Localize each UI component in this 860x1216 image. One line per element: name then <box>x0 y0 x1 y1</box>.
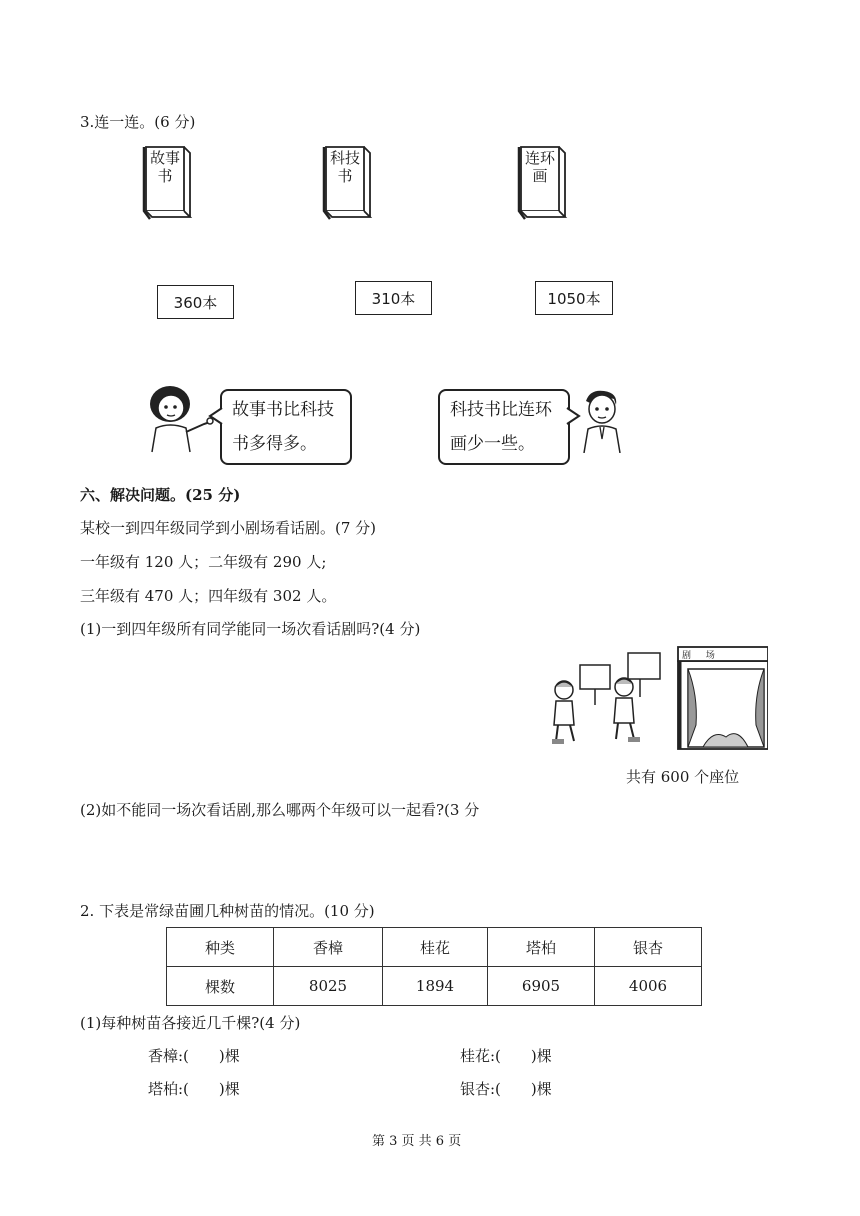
book-science <box>320 143 390 223</box>
answer-camphor[interactable]: 香樟:( )棵 <box>148 1047 240 1065</box>
book-title: 故事书 <box>149 149 180 185</box>
table-cell: 4006 <box>595 967 702 1006</box>
answer-pagoda-cypress[interactable]: 塔柏:( )棵 <box>148 1080 240 1098</box>
problem-1-grades-b: 三年级有 470 人；四年级有 302 人。 <box>80 587 337 605</box>
theater-illustration <box>548 645 768 750</box>
problem-2-intro: 2. 下表是常绿苗圃几种树苗的情况。(10 分) <box>80 902 375 920</box>
table-header-cell: 桂花 <box>383 928 488 967</box>
girl-speech-line2: 书多得多。 <box>232 434 317 454</box>
problem-1-grades-a: 一年级有 120 人；二年级有 290 人; <box>80 553 327 571</box>
problem-1-intro: 某校一到四年级同学到小剧场看话剧。(7 分) <box>80 519 377 537</box>
boy-illustration <box>580 387 624 453</box>
table-header-cell: 香樟 <box>274 928 383 967</box>
boy-speech-line1: 科技书比连环 <box>450 400 552 420</box>
quantity-box-360[interactable]: 360本 <box>157 285 234 319</box>
boy-speech-line2: 画少一些。 <box>450 434 535 454</box>
speech-pointer <box>208 407 224 425</box>
table-cell: 6905 <box>488 967 595 1006</box>
table-header-cell: 银杏 <box>595 928 702 967</box>
girl-speech-bubble <box>220 389 352 465</box>
quantity-box-310[interactable]: 310本 <box>355 281 432 315</box>
problem-2-question-1: (1)每种树苗各接近几千棵?(4 分) <box>80 1014 301 1032</box>
theater-caption: 共有 600 个座位 <box>626 768 740 786</box>
book-story <box>140 143 210 223</box>
book-comic <box>515 143 585 223</box>
table-row <box>167 928 702 967</box>
table-cell: 8025 <box>274 967 383 1006</box>
page-footer: 第 3 页 共 6 页 <box>372 1134 462 1149</box>
quantity-box-1050[interactable]: 1050本 <box>535 281 613 315</box>
problem-1-question-2: (2)如不能同一场次看话剧,那么哪两个年级可以一起看?(3 分 <box>80 801 480 819</box>
answer-osmanthus[interactable]: 桂花:( )棵 <box>460 1047 552 1065</box>
table-cell: 棵数 <box>167 967 274 1006</box>
table-cell: 1894 <box>383 967 488 1006</box>
speech-pointer <box>565 407 581 425</box>
tree-seedling-table <box>166 927 702 1006</box>
girl-illustration <box>138 382 218 454</box>
book-title: 科技书 <box>329 149 360 185</box>
table-header-cell: 塔柏 <box>488 928 595 967</box>
table-header-cell: 种类 <box>167 928 274 967</box>
girl-speech-line1: 故事书比科技 <box>232 400 334 420</box>
section-6-heading: 六、解决问题。(25 分) <box>80 486 241 504</box>
problem-1-question-1: (1)一到四年级所有同学能同一场次看话剧吗?(4 分) <box>80 620 421 638</box>
boy-speech-bubble <box>438 389 570 465</box>
book-title: 连环画 <box>524 149 555 185</box>
question-3-title: 3.连一连。(6 分) <box>80 113 196 131</box>
theater-sign: 剧 场 <box>682 651 721 661</box>
table-row <box>167 967 702 1006</box>
answer-ginkgo[interactable]: 银杏:( )棵 <box>460 1080 552 1098</box>
